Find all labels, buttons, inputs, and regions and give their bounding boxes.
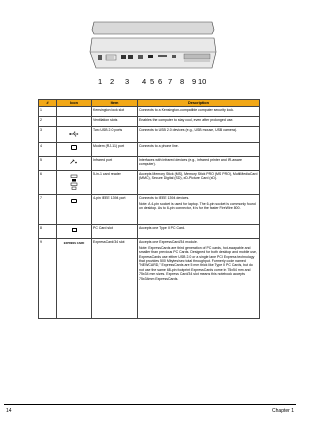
infrared-icon (70, 159, 78, 164)
row-description (138, 239, 260, 319)
row-num: 9 (39, 239, 57, 319)
header-num: # (39, 100, 57, 107)
table-row (39, 143, 260, 157)
page-number: 14 (6, 408, 12, 414)
footer-divider (4, 404, 296, 405)
callout-3: 3 (125, 77, 130, 86)
row-description: Interfaces with infrared devices (e.g., infrared printer and IR-aware computer). (138, 157, 260, 171)
table-row (39, 239, 260, 319)
header-icon: Icon (57, 100, 92, 107)
row-num: 6 (39, 171, 57, 195)
row-num: 4 (39, 143, 57, 157)
usb-icon (69, 131, 79, 137)
table-row (39, 117, 260, 127)
table-row (39, 127, 260, 143)
table-row (39, 171, 260, 195)
row-num: 1 (39, 107, 57, 117)
row-description: Enables the computer to stay cool, even after prolonged use. (138, 117, 260, 127)
description-note: Note: A 4-pin socket is used for laptop. The 6-pin socket is commonly found on desktop. As to 6-pin connector, it is for the faster FireWire 800. (139, 201, 256, 211)
row-item: Infrared port (92, 157, 138, 171)
row-item: PC Card slot (92, 225, 138, 239)
ieee1394-icon (71, 199, 77, 203)
row-item: Kensington lock slot (92, 107, 138, 117)
row-description: Connects to a phone line. (138, 143, 260, 157)
row-num: 3 (39, 127, 57, 143)
callout-10: 10 (198, 77, 207, 86)
modem-icon (71, 145, 77, 150)
row-description: Connects to USB 2.0 devices (e.g., USB mouse, USB camera). (138, 127, 260, 143)
callout-8: 8 (180, 77, 185, 86)
callout-number-row (92, 77, 218, 89)
callout-9: 9 (192, 77, 197, 86)
row-num: 5 (39, 157, 57, 171)
table-row (39, 107, 260, 117)
row-icon-cell (57, 117, 92, 127)
table-row (39, 225, 260, 239)
row-description: Connects to a Kensington-compatible computer security lock. (138, 107, 260, 117)
row-item: 4-pin IEEE 1394 port (92, 195, 138, 225)
header-description: Description (138, 100, 260, 107)
callout-6: 6 (158, 77, 163, 86)
callout-7: 7 (168, 77, 173, 86)
table-header-row (39, 100, 260, 107)
callout-4: 4 (142, 77, 147, 86)
row-item: ExpressCard/34 slot (92, 239, 138, 319)
callout-1: 1 (98, 77, 103, 86)
row-description (138, 195, 260, 225)
row-icon-cell (57, 107, 92, 117)
chapter-label: Chapter 1 (272, 408, 294, 414)
row-num: 7 (39, 195, 57, 225)
row-description: Accepts Memory Stick (MS), Memory Stick PRO (MS PRO), MultiMediaCard (MMC), Secure Digital (SD), xD-Picture Card (xD). (138, 171, 260, 195)
header-item: Item (92, 100, 138, 107)
port-spec-table (38, 99, 260, 319)
laptop-side-view-illustration (88, 8, 218, 78)
row-description: Accepts one Type II PC Card. (138, 225, 260, 239)
table-row (39, 195, 260, 225)
row-num: 2 (39, 117, 57, 127)
callout-2: 2 (110, 77, 115, 86)
row-item: Ventilation slots (92, 117, 138, 127)
description-text: Connects to IEEE 1394 devices. (139, 195, 190, 200)
row-item: 5-in-1 card reader (92, 171, 138, 195)
description-text: Accepts one ExpressCard/34 module. (139, 239, 198, 244)
row-item: Two USB 2.0 ports (92, 127, 138, 143)
expresscard-icon: EXPRESS CARD (63, 241, 85, 245)
table-row (39, 157, 260, 171)
row-num: 8 (39, 225, 57, 239)
pc-card-icon (72, 228, 77, 232)
callout-5: 5 (150, 77, 155, 86)
row-item: Modem (RJ-11) port (92, 143, 138, 157)
card-reader-icon (69, 174, 79, 192)
description-note: Note: ExpressCards are third generation of PC cards, hot-swapable and smaller than previous PC Cards. Designed for both desktop and mobile use, ExpressCards use either USB 2.0 or a single lane PCI Express technology that provides 500 Mbytes/sec total throughput. Formerly code named "NEWCARD," ExpressCards are 5 mm thick like Type II PC Cards, but do not use the same 68-pin footprint ExpressCards come in 75x54 mm and 75x34 mm sizes. Express Card/34 slot means this notebook accepts 75x34mm ExpressCards. (139, 245, 257, 281)
